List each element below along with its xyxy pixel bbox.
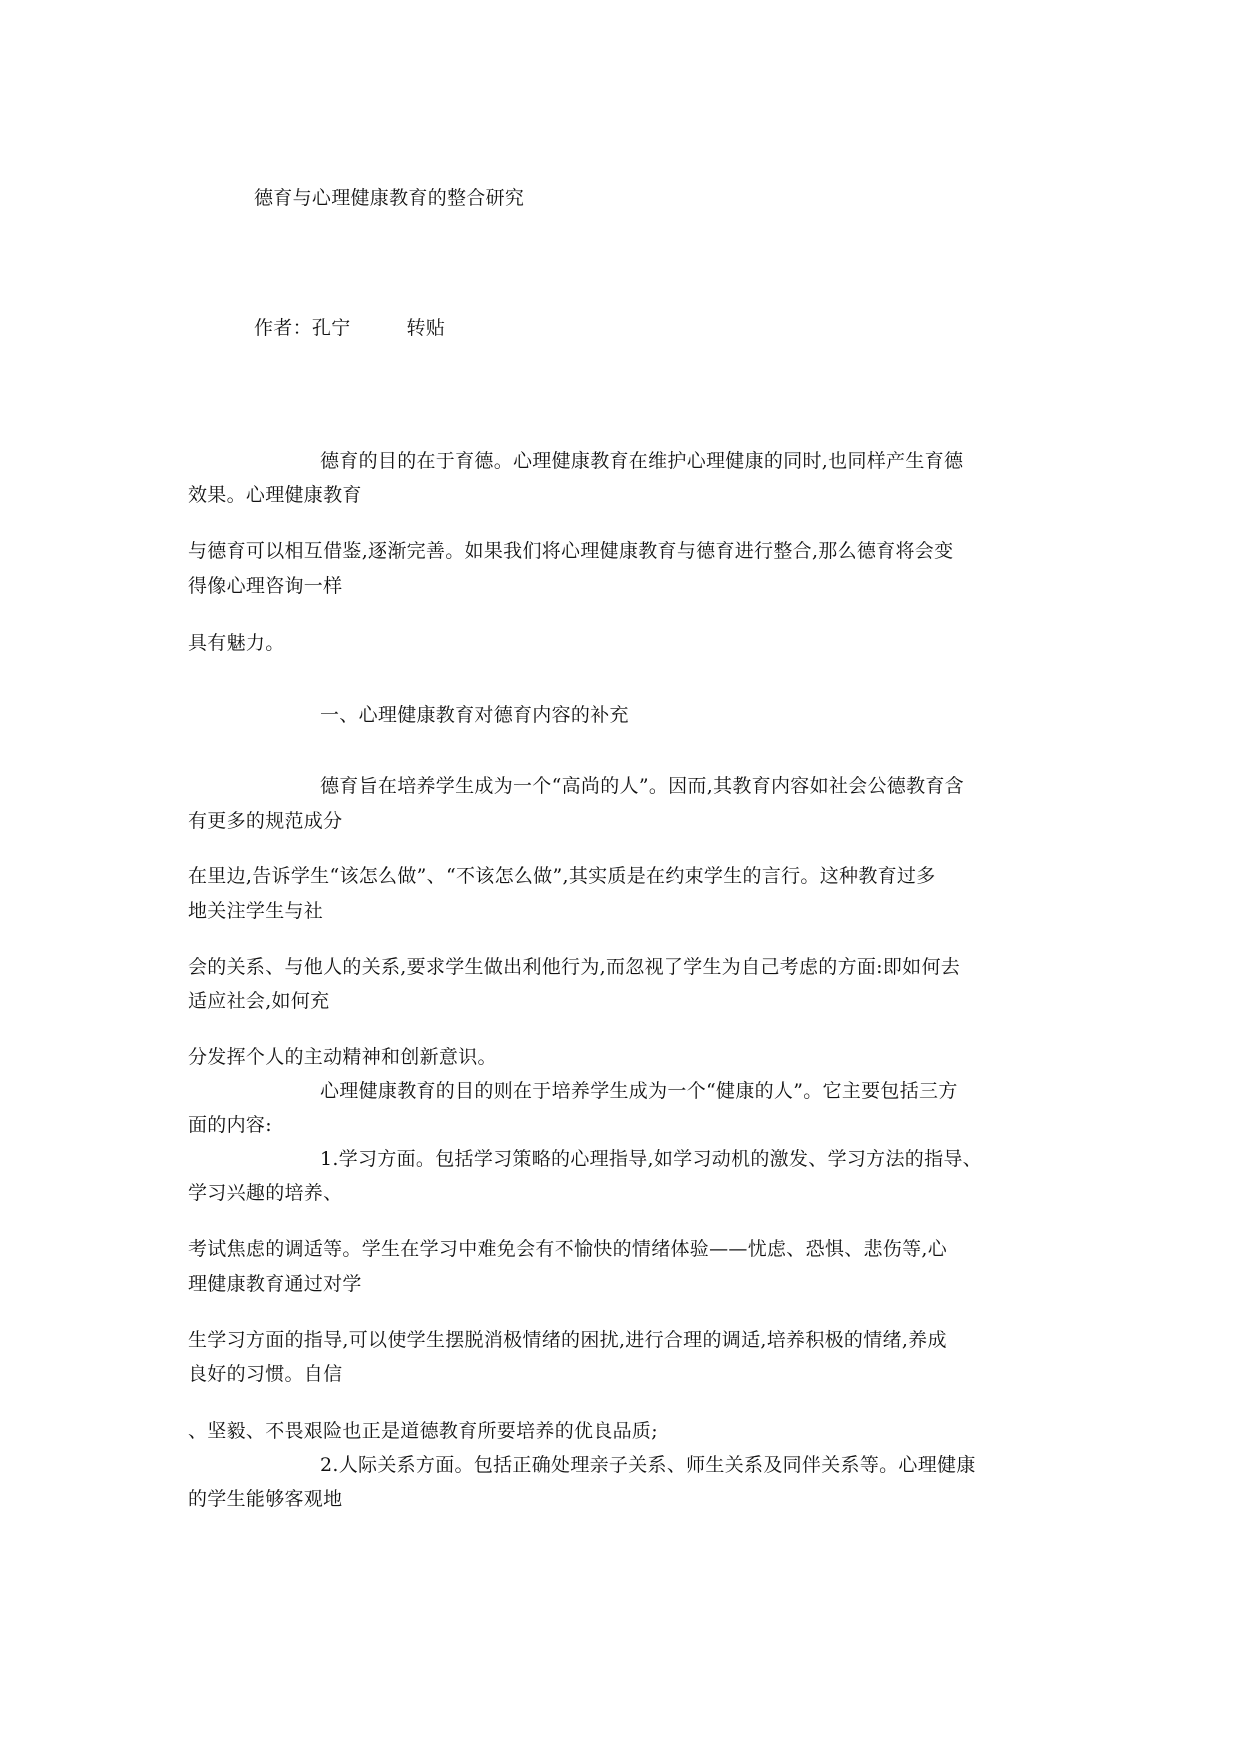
- text-line: 理健康教育通过对学: [188, 1273, 362, 1295]
- text-line: 考试焦虑的调适等。学生在学习中难免会有不愉快的情绪体验——忧虑、恐惧、悲伤等,心: [188, 1238, 948, 1260]
- text-line: 得像心理咨询一样: [188, 575, 343, 597]
- text-line: 面的内容:: [188, 1114, 272, 1136]
- text-line: 生学习方面的指导,可以使学生摆脱消极情绪的困扰,进行合理的调适,培养积极的情绪,养成: [188, 1329, 947, 1351]
- section-heading: 一、心理健康教育对德育内容的补充: [320, 704, 629, 726]
- text-line: 有更多的规范成分: [188, 810, 343, 832]
- text-line: 良好的习惯。自信: [188, 1363, 343, 1385]
- text-line: 与德育可以相互借鉴,逐渐完善。如果我们将心理健康教育与德育进行整合,那么德育将会变: [188, 540, 954, 562]
- text-line: 、坚毅、不畏艰险也正是道德教育所要培养的优良品质;: [188, 1420, 658, 1442]
- text-line: 效果。心理健康教育: [188, 484, 362, 506]
- text-line: 地关注学生与社: [188, 900, 324, 922]
- author-label: 作者：孔宁: [254, 317, 351, 339]
- text-line: 心理健康教育的目的则在于培养学生成为一个“健康的人”。它主要包括三方: [320, 1080, 958, 1102]
- text-line: 学习兴趣的培养、: [188, 1182, 343, 1204]
- source-label: 转贴: [406, 317, 446, 339]
- text-line: 德育旨在培养学生成为一个“高尚的人”。因而,其教育内容如社会公德教育含: [320, 775, 964, 797]
- text-line: 分发挥个人的主动精神和创新意识。: [188, 1046, 497, 1068]
- byline: [254, 311, 1134, 345]
- document-title: 德育与心理健康教育的整合研究: [254, 187, 525, 209]
- text-line: 适应社会,如何充: [188, 990, 330, 1012]
- text-line: 会的关系、与他人的关系,要求学生做出利他行为,而忽视了学生为自己考虑的方面:即如何去: [188, 956, 961, 978]
- text-line: 德育的目的在于育德。心理健康教育在维护心理健康的同时,也同样产生育德: [320, 450, 964, 472]
- text-line: 在里边,告诉学生“该怎么做”、“不该怎么做”,其实质是在约束学生的言行。这种教育过多: [188, 865, 936, 887]
- text-line: 具有魅力。: [188, 632, 285, 654]
- text-line: 的学生能够客观地: [188, 1488, 343, 1510]
- list-item-line: 1.学习方面。包括学习策略的心理指导,如学习动机的激发、学习方法的指导、: [320, 1148, 982, 1170]
- list-item-line: 2.人际关系方面。包括正确处理亲子关系、师生关系及同伴关系等。心理健康: [320, 1454, 976, 1476]
